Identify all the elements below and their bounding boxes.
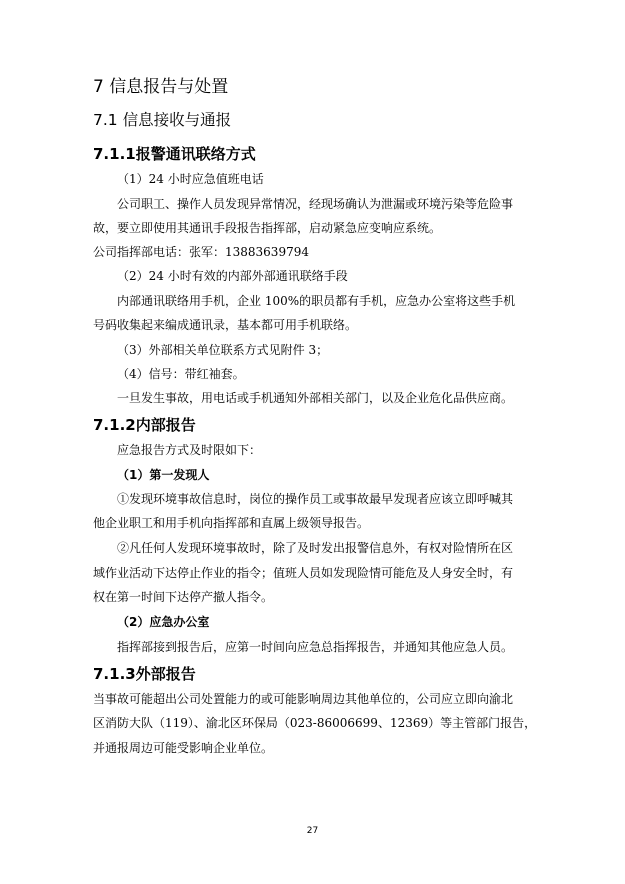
subheading-first-discoverer: （1）第一发现人	[117, 468, 210, 482]
paragraph-line: 他企业职工和用手机向指挥部和直属上级领导报告。	[93, 516, 370, 530]
paragraph-line: （2）24 小时有效的内部外部通讯联络手段	[117, 269, 348, 283]
paragraph-line: 一旦发生事故，用电话或手机通知外部相关部门，以及企业危化品供应商。	[117, 391, 514, 405]
section-7-1-2-heading: 7.1.2内部报告	[93, 416, 196, 434]
page-number: 27	[306, 826, 319, 836]
paragraph-line: ②凡任何人发现环境事故时，除了及时发出报警信息外，有权对险情所在区	[117, 541, 514, 555]
paragraph-line: 故，要立即使用其通讯手段报告指挥部，启动紧急应变响应系统。	[93, 221, 442, 235]
paragraph-line: 并通报周边可能受影响企业单位。	[93, 741, 274, 755]
paragraph-line: 公司指挥部电话：张军：13883639794	[93, 245, 309, 259]
paragraph-line: 当事故可能超出公司处置能力的或可能影响周边其他单位的，公司应立即向渝北	[93, 692, 514, 706]
paragraph-line: 内部通讯联络用手机，企业 100%的职员都有手机，应急办公室将这些手机	[117, 294, 516, 308]
paragraph-line: 公司职工、操作人员发现异常情况，经现场确认为泄漏或环境污染等危险事	[117, 197, 514, 211]
section-7-1-3-heading: 7.1.3外部报告	[93, 665, 196, 683]
paragraph-line: ①发现环境事故信息时，岗位的操作员工或事故最早发现者应该立即呼喊其	[117, 492, 514, 506]
paragraph-line: 域作业活动下达停止作业的指令；值班人员如发现险情可能危及人身安全时，有	[93, 566, 514, 580]
paragraph-line: 区消防大队（119）、渝北区环保局（023-86006699、12369）等主管部门报告，	[93, 716, 537, 730]
section-7-1-1-heading: 7.1.1报警通讯联络方式	[93, 145, 256, 163]
paragraph-line: 指挥部接到报告后，应第一时间向应急总指挥报告，并通知其他应急人员。	[117, 640, 514, 654]
paragraph-line: （3）外部相关单位联系方式见附件 3；	[117, 343, 329, 357]
paragraph-line: （4）信号：带红袖套。	[117, 367, 245, 381]
paragraph-line: （1）24 小时应急值班电话	[117, 172, 264, 186]
subheading-emergency-office: （2）应急办公室	[117, 615, 210, 629]
paragraph-line: 应急报告方式及时限如下：	[117, 443, 262, 457]
paragraph-line: 权在第一时间下达停产撤人指令。	[93, 590, 274, 604]
paragraph-line: 号码收集起来编成通讯录，基本都可用手机联络。	[93, 318, 358, 332]
section-7-heading: 7 信息报告与处置	[93, 77, 229, 97]
section-7-1-heading: 7.1 信息接收与通报	[93, 111, 232, 129]
